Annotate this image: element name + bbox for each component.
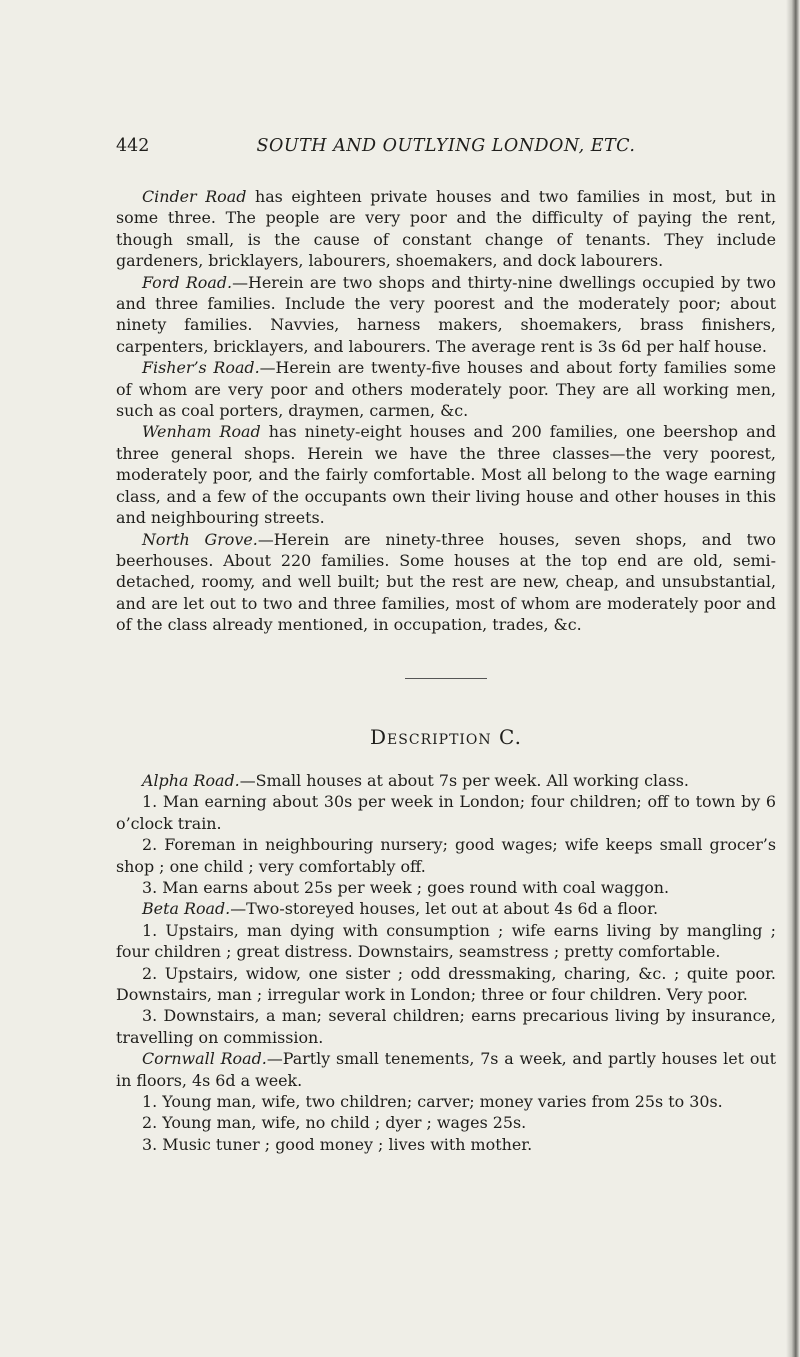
paragraph-text: 2. Upstairs, widow, one sister ; odd dressmaking, charing, &c. ; quite poor. Downstairs, man ; irregular work in London; three or four children. Very poor. (116, 963, 776, 1004)
paragraph-text: has ninety-eight houses and 200 families, one beershop and three general shops. Herein we have the three classes—the very poorest, moderately poor, and the fairly comfortable. Most all belong to the wage earning class, and a few of the occupants own their living house and other houses in this and neighbouring streets. (116, 422, 776, 528)
paragraph-text: —Small houses at about 7s per week. All working class. (239, 770, 689, 790)
paragraph-text: 1. Young man, wife, two children; carver; money varies from 25s to 30s. (142, 1092, 723, 1112)
paragraph-text: —Herein are twenty-five houses and about forty families some of whom are very poor and others moderately poor. They are all working men, such as coal porters, draymen, carmen, &c. (116, 358, 777, 421)
paragraph-text: —Herein are ninety-three houses, seven shops, and two beerhouses. About 220 families. Some houses at the top end are old, semi-detached, roomy, and well built; but the rest are new, cheap, and unsubstantial, and are let out to two and three families, most of whom are moderately poor and of the class already mentioned, in occupation, trades, &c. (116, 529, 776, 635)
paragraph-text: has eighteen private houses and two families in most, but in some three. The people are very poor and the difficulty of paying the rent, though small, is the cause of constant change of tenants. They include gardeners, bricklayers, labourers, shoemakers, and dock labourers. (116, 187, 776, 271)
street-heading: Cornwall Road. (142, 1049, 267, 1069)
list-item (116, 834, 776, 877)
body-text (116, 186, 776, 1155)
page-number: 442 (116, 136, 150, 156)
running-head: SOUTH AND OUTLYING LONDON, ETC. (256, 136, 636, 156)
book-page (116, 136, 776, 1155)
paragraph (116, 357, 776, 421)
paragraph-text: 1. Upstairs, man dying with consumption ; wife earns living by mangling ; four children ; great distress. Downstairs, seamstress ; pretty comfortable. (116, 920, 776, 962)
list-item (116, 791, 776, 834)
paragraph-text: 3. Man earns about 25s per week ; goes round with coal waggon. (142, 877, 670, 897)
paragraph (116, 272, 776, 358)
street-heading: Ford Road. (142, 272, 233, 292)
paragraph (116, 186, 776, 272)
page-header (116, 136, 776, 160)
street-heading: Beta Road. (142, 899, 231, 919)
list-item (116, 1134, 776, 1155)
paragraph-text: —Herein are two shops and thirty-nine dwellings occupied by two and three families. Include the very poorest and the moderately poor; about ninety families. Navvies, harness makers, shoemakers, brass finishers, carpenters, bricklayers, and labourers. The average rent is 3s 6d per half house. (116, 272, 776, 356)
paragraph-text: 3. Music tuner ; good money ; lives with mother. (142, 1134, 533, 1154)
paragraph-text: 2. Foreman in neighbouring nursery; good wages; wife keeps small grocer’s shop ; one child ; very comfortably off. (116, 835, 776, 876)
paragraph-text: 3. Downstairs, a man; several children; earns precarious living by insurance, travelling on commission. (116, 1006, 776, 1047)
list-item (116, 1112, 776, 1133)
street-heading: North Grove. (142, 529, 258, 549)
paragraph-text: 1. Man earning about 30s per week in London; four children; off to town by 6 o’clock train. (116, 792, 776, 833)
paragraph (116, 529, 776, 636)
paragraph-text: 2. Young man, wife, no child ; dyer ; wages 25s. (142, 1113, 527, 1133)
street-heading: Wenham Road (142, 422, 261, 442)
section-divider (405, 678, 487, 679)
list-item (116, 920, 776, 963)
paragraph-text: —Partly small tenements, 7s a week, and partly houses let out in floors, 4s 6d a week. (116, 1049, 777, 1090)
list-item (116, 877, 776, 898)
paragraph (116, 1048, 776, 1091)
list-item (116, 963, 776, 1006)
street-heading: Fisher’s Road. (142, 358, 260, 378)
paragraph-text: —Two-storeyed houses, let out at about 4s 6d a floor. (230, 899, 659, 919)
list-item (116, 1091, 776, 1112)
paragraph (116, 898, 776, 919)
street-heading: Cinder Road (142, 187, 247, 206)
section-title: Description C. (370, 724, 522, 749)
list-item (116, 1005, 776, 1048)
page-edge-shadow (786, 0, 800, 1357)
street-heading: Alpha Road. (142, 770, 240, 790)
paragraph (116, 421, 776, 528)
paragraph (116, 770, 776, 791)
